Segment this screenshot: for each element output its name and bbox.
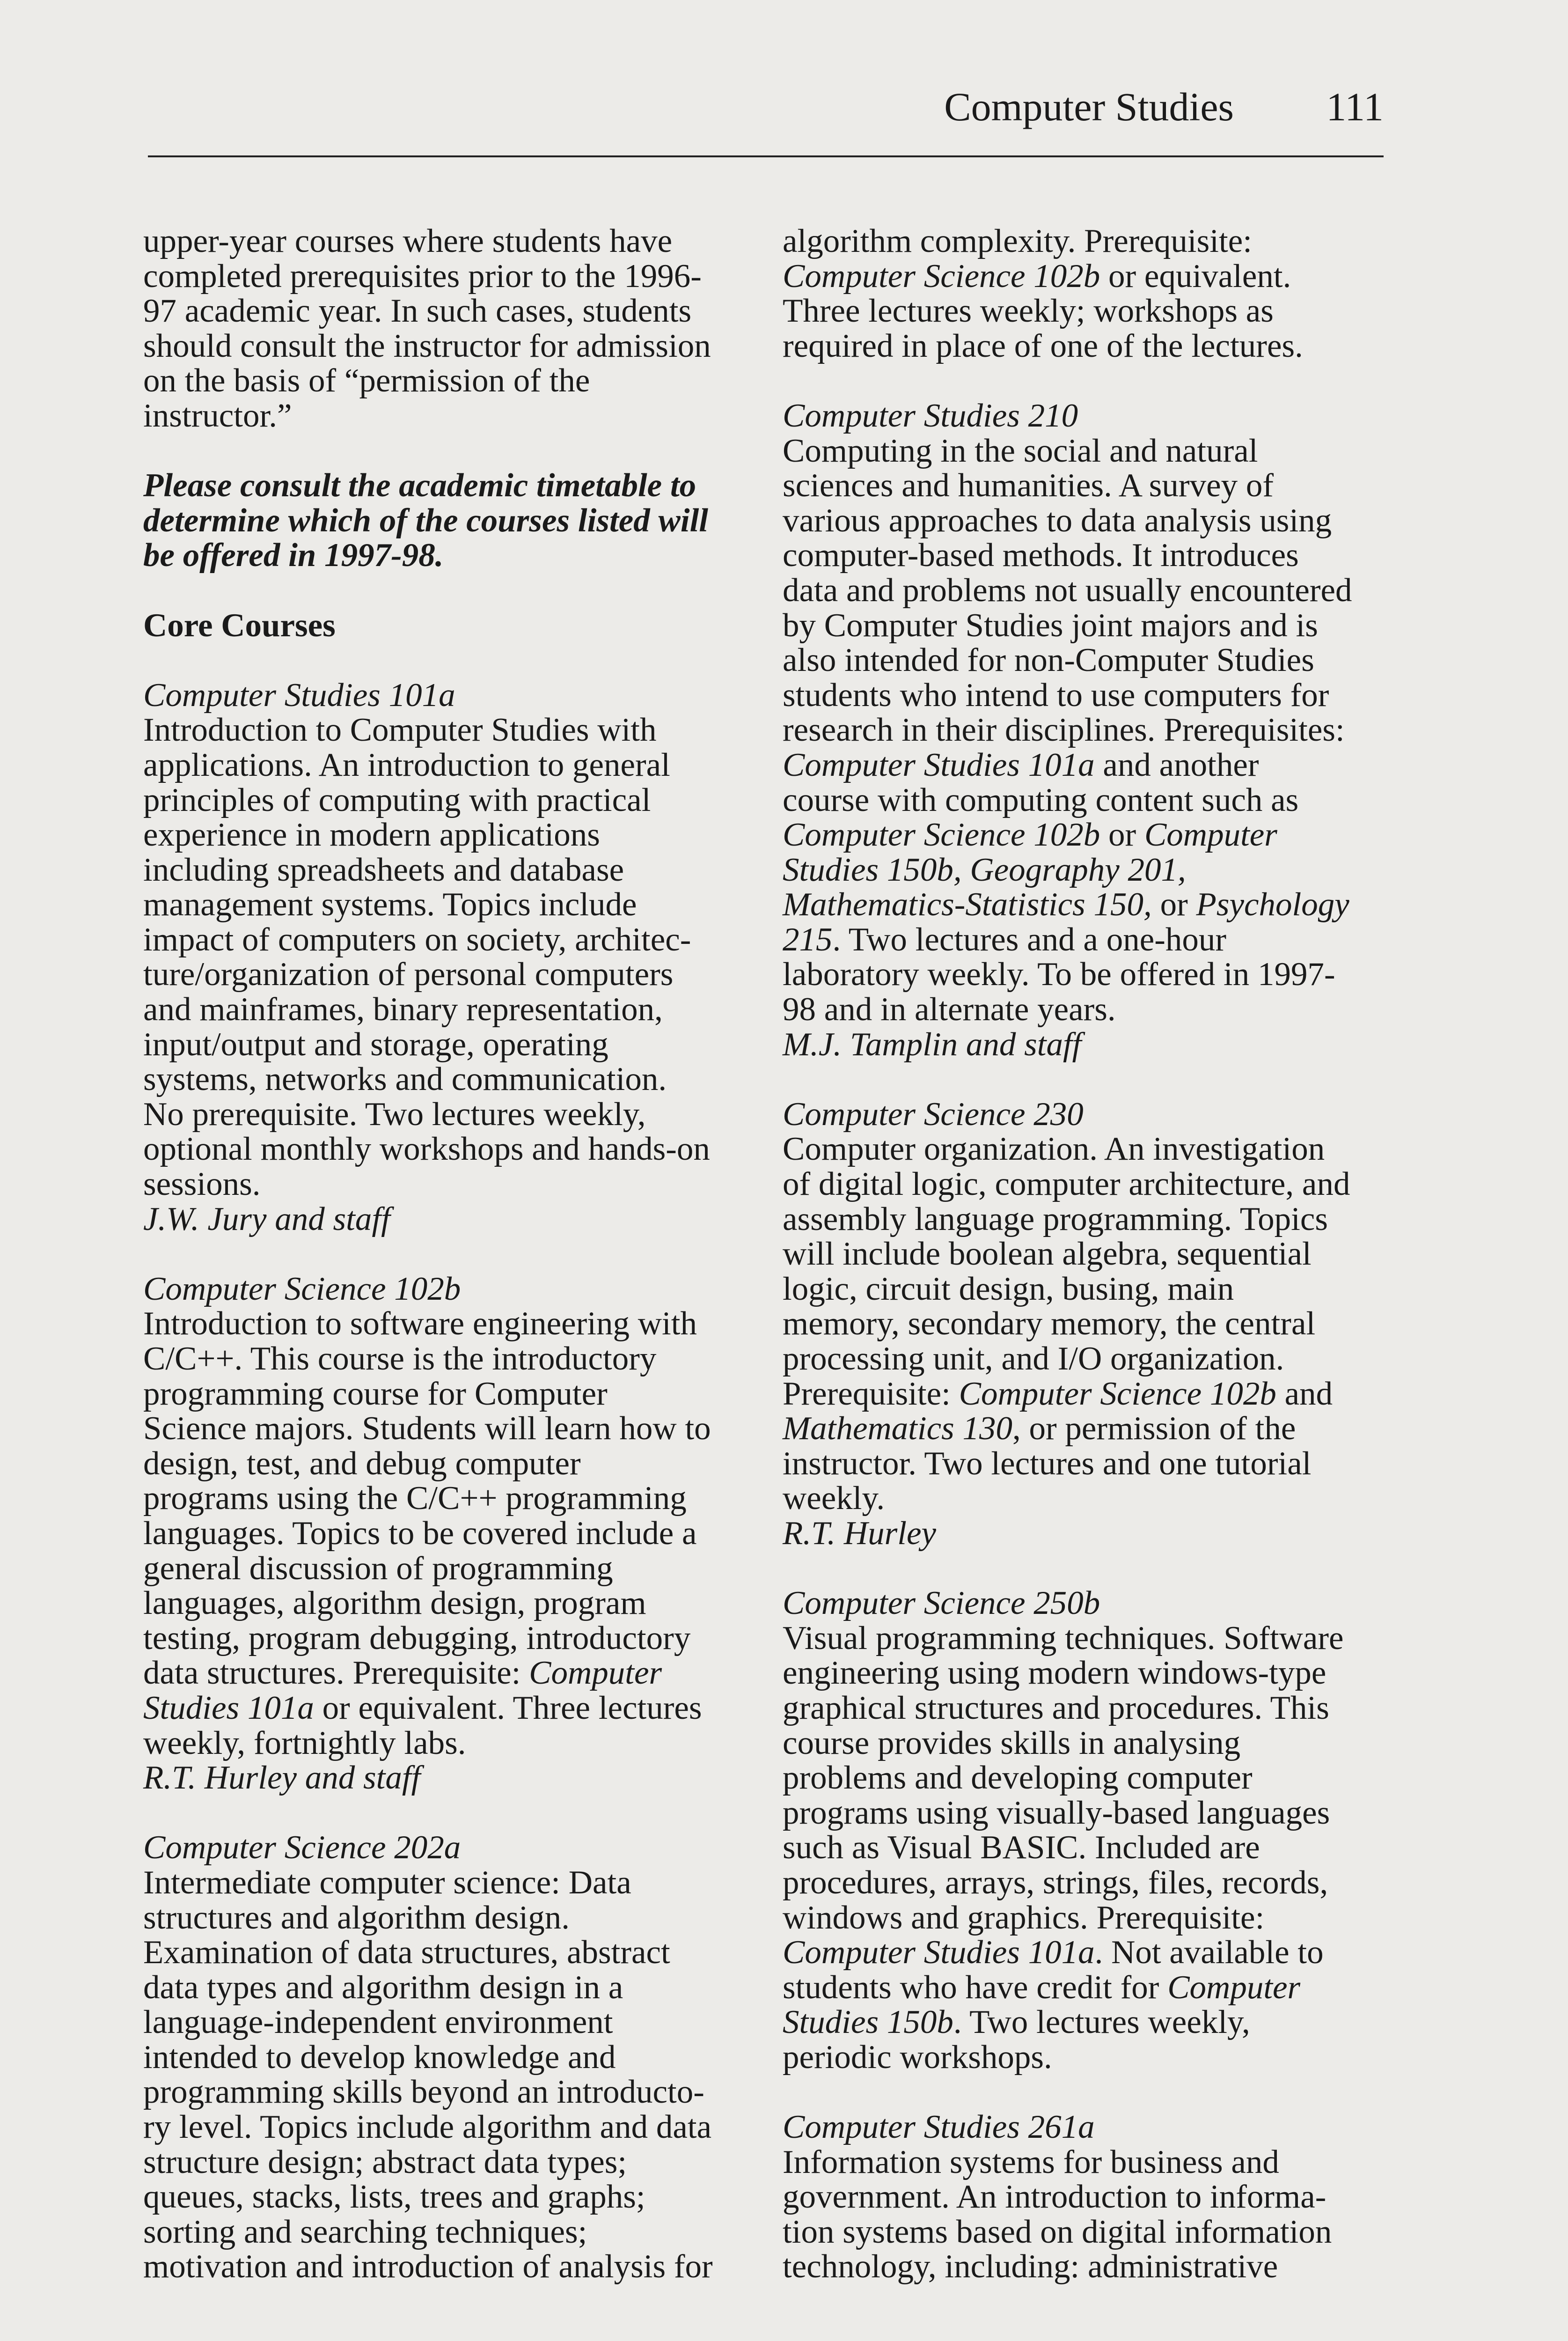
course-description — [783, 434, 1386, 1027]
course-title: Computer Studies 210 — [783, 397, 1078, 434]
course-description — [143, 713, 747, 1201]
italic-reference: Computer Studies 150b — [783, 1969, 1301, 2041]
course-entry — [783, 1586, 1386, 2075]
course-entry — [143, 678, 747, 1237]
body-text: , or permission of the instructor. Two lectures and one tutorial weekly. — [783, 1410, 1312, 1517]
body-text: algorithm complexity. Prerequisite: — [783, 223, 1252, 259]
body-text: . Two lectures and a one-hour laboratory weekly. To be offered in 1997- 98 and in alternate years. — [783, 921, 1335, 1028]
body-text: . Not available to students who have credit for — [783, 1934, 1324, 2006]
intro-paragraph: upper-year courses where students have completed prerequisites prior to the 1996- 97 academic year. In such cases, students should consult the instructor for admission on the basis of “permission of the instructor.” — [143, 223, 711, 434]
body-text: Intermediate computer science: Data structures and algorithm design. Examination of data structures, abstract data types and algorithm design in a language-independent environment intended to develop knowledge and programming skills beyond an introducto- ry level. Topics include algorithm and data structure design; abstract data types; queues, stacks, lists, trees and graphs; sorting and searching techniques; motivation and introduction of analysis for — [143, 1864, 713, 2285]
course-instructor: J.W. Jury and staff — [143, 1200, 390, 1237]
italic-reference: Computer Studies 101a — [143, 1655, 662, 1726]
course-title: Computer Studies 261a — [783, 2109, 1095, 2146]
header-rule — [148, 155, 1384, 157]
section-heading-core-courses: Core Courses — [143, 607, 336, 644]
timetable-notice: Please consult the academic timetable to determine which of the courses listed will be offered in 1997-98. — [143, 467, 709, 574]
body-text: . Two lectures weekly, periodic workshops. — [783, 2004, 1250, 2076]
continuation-paragraph — [783, 224, 1386, 363]
course-title: Computer Studies 101a — [143, 677, 455, 714]
right-course-list — [783, 398, 1386, 2284]
course-entry — [783, 398, 1386, 1062]
body-text: Introduction to software engineering with C/C++. This course is the introductory programming course for Computer Science majors. Students will learn how to design, test, and debug computer programs using the C/C++ programming languages. Topics to be covered include a general discussion of programming languages, algorithm design, program testing, program debugging, introductory data structures. Prerequisite: — [143, 1305, 711, 1692]
italic-reference: Computer Science 102b — [783, 258, 1100, 294]
italic-reference: Mathematics 130 — [783, 1410, 1013, 1447]
body-text: and — [1284, 1375, 1333, 1412]
page-number: 111 — [1326, 84, 1384, 129]
course-title: Computer Science 230 — [783, 1096, 1084, 1133]
course-entry — [143, 1830, 747, 2284]
left-course-list — [143, 678, 747, 2284]
course-description — [143, 1865, 747, 2284]
body-text: Introduction to Computer Studies with applications. An introduction to general principles of computing with practical experience in modern applications including spreadsheets and database management systems. Topics include impact of computers on society, architec- ture/organization of personal computers and mainframes, binary representation, input/output and storage, operating systems, networks and communication. No prerequisite. Two lectures weekly, optional monthly workshops and hands-on sessions. — [143, 712, 710, 1203]
course-instructor: R.T. Hurley — [783, 1515, 936, 1552]
course-description — [783, 2145, 1386, 2284]
italic-reference: Computer Science 102b — [783, 817, 1100, 854]
running-header-title: Computer Studies — [944, 84, 1234, 129]
italic-reference: Computer Studies 101a — [783, 1934, 1095, 1971]
body-text: or — [1100, 817, 1144, 854]
body-text: or equivalent. Three lectures weekly, fortnightly labs. — [143, 1689, 702, 1761]
course-description — [783, 1621, 1386, 2075]
body-text: Visual programming techniques. Software engineering using modern windows-type graphical structures and procedures. This course provides skills in analysing problems and developing computer programs using visually-based languages such as Visual BASIC. Included are procedures, arrays, strings, files, records, windows and graphics. Prerequisite: — [783, 1620, 1344, 1936]
course-title: Computer Science 250b — [783, 1585, 1100, 1622]
italic-reference: Psychology 215 — [783, 886, 1349, 958]
course-entry — [783, 2110, 1386, 2284]
right-column — [783, 224, 1386, 2284]
body-text: Computer organization. An investigation of digital logic, computer architecture, and assembly language programming. Topics will include boolean algebra, sequential logic, circuit design, busing, main memory, secondary memory, the central processing unit, and I/O organization. Prerequisite: — [783, 1131, 1350, 1412]
italic-reference: Computer Studies 101a — [783, 746, 1095, 783]
italic-reference: Computer Studies 150b, Geography 201, Mathematics-Statistics 150, — [783, 817, 1277, 923]
body-text: Information systems for business and government. An introduction to informa- tion systems based on digital information technology, including: administrative — [783, 2143, 1332, 2285]
course-instructor: M.J. Tamplin and staff — [783, 1026, 1082, 1063]
body-text: or — [1151, 886, 1196, 923]
body-text: and another course with computing content such as — [783, 746, 1299, 818]
left-column — [143, 224, 747, 2284]
course-entry — [143, 1272, 747, 1796]
page-header — [148, 75, 1384, 159]
course-title: Computer Science 102b — [143, 1270, 461, 1307]
course-description — [783, 1132, 1386, 1516]
course-description — [143, 1306, 747, 1760]
course-title: Computer Science 202a — [143, 1829, 461, 1866]
course-entry — [783, 1097, 1386, 1551]
italic-reference: Computer Science 102b — [959, 1375, 1276, 1412]
course-instructor: R.T. Hurley and staff — [143, 1759, 421, 1796]
body-text: or equivalent. Three lectures weekly; workshops as required in place of one of the lectures. — [783, 258, 1303, 364]
body-text: Computing in the social and natural sciences and humanities. A survey of various approaches to data analysis using computer-based methods. It introduces data and problems not usually encountered by Computer Studies joint majors and is also intended for non-Computer Studies students who intend to use computers for research in their disciplines. Prerequisites: — [783, 432, 1352, 749]
